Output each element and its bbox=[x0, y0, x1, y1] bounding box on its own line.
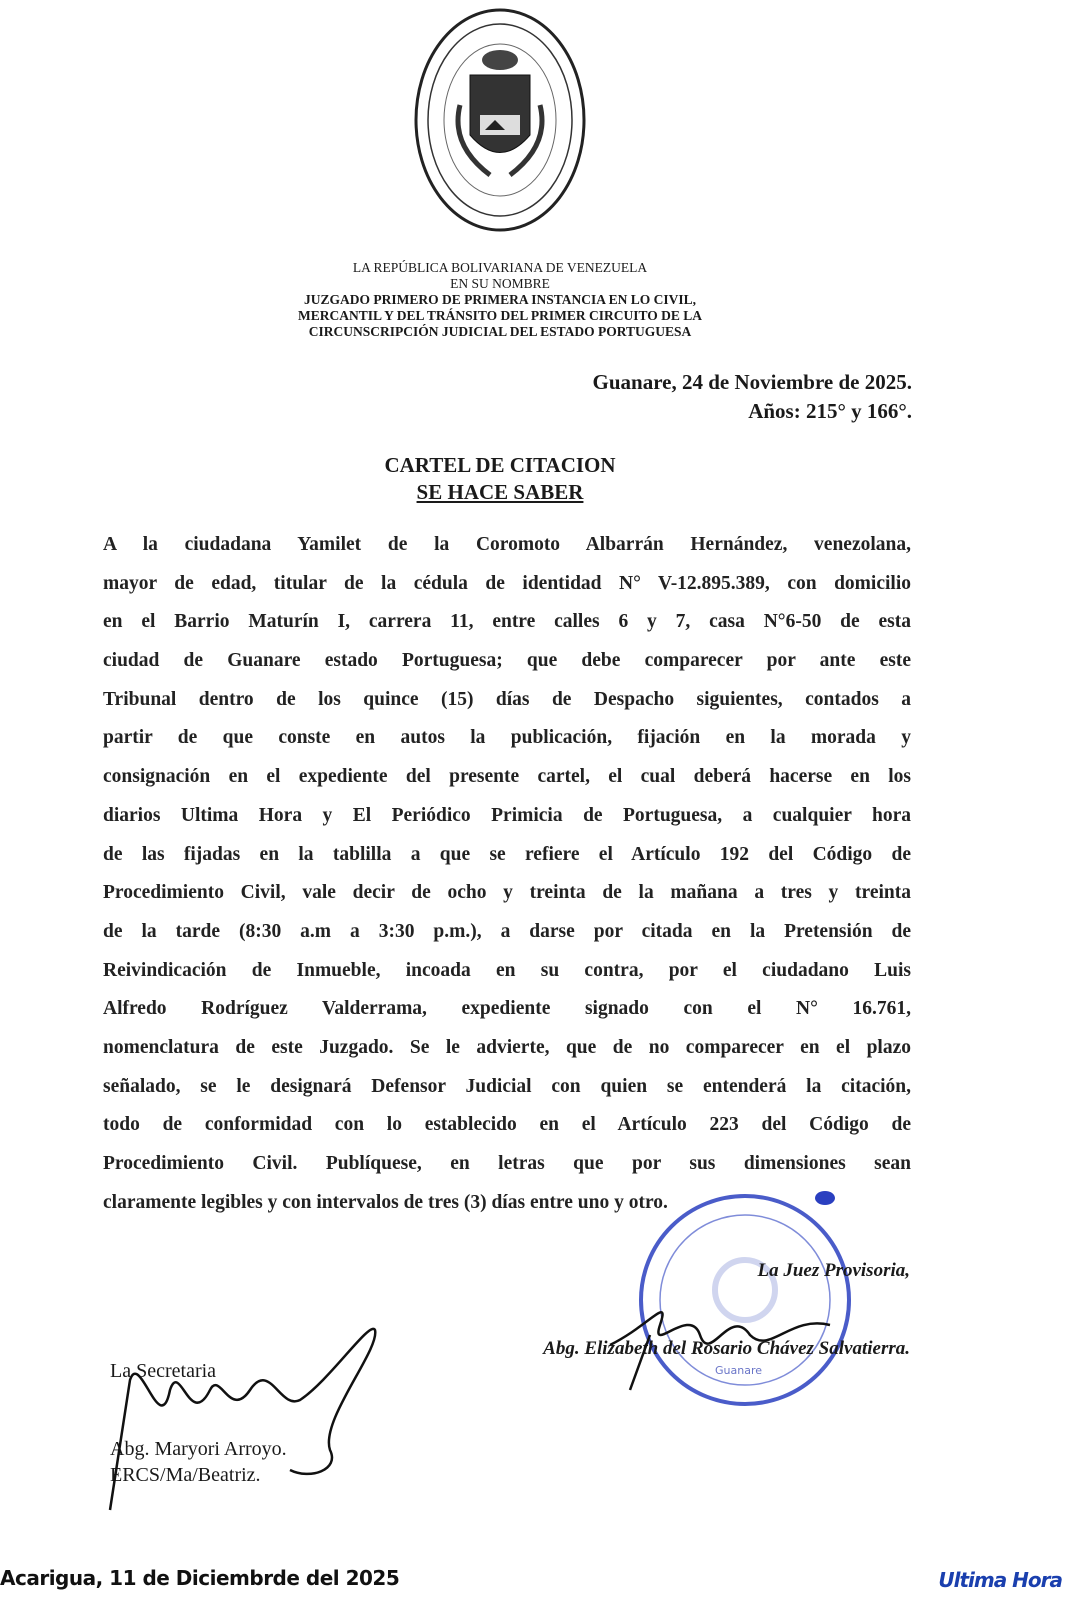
header-court-3: CIRCUNSCRIPCIÓN JUDICIAL DEL ESTADO PORTUGUESA bbox=[308, 324, 692, 339]
body-line: diarios Ultima Hora y El Periódico Primicia de Portuguesa, a cualquier hora bbox=[103, 804, 911, 826]
initials: ERCS/Ma/Beatriz. bbox=[110, 1464, 261, 1486]
title-sub: SE HACE SABER bbox=[416, 480, 584, 504]
footer-place-date: Acarigua, 11 de Diciembrde del 2025 bbox=[0, 1566, 400, 1590]
header-en-su-nombre: EN SU NOMBRE bbox=[450, 276, 550, 291]
body-line: señalado, se le designará Defensor Judicial con quien se entenderá la citación, bbox=[103, 1075, 911, 1097]
header-court-1: JUZGADO PRIMERO DE PRIMERA INSTANCIA EN LO CIVIL, bbox=[303, 292, 697, 307]
header-republic: LA REPÚBLICA BOLIVARIANA DE VENEZUELA bbox=[352, 260, 648, 275]
letterhead bbox=[250, 260, 750, 340]
body-line: en el Barrio Maturín I, carrera 11, entre calles 6 y 7, casa N°6-50 de esta bbox=[103, 611, 911, 633]
body-line: Reivindicación de Inmueble, incoada en su contra, por el ciudadano Luis bbox=[103, 959, 911, 981]
body-line: de las fijadas en la tablilla a que se refiere el Artículo 192 del Código de bbox=[103, 843, 911, 865]
body-line: mayor de edad, titular de la cédula de identidad N° V-12.895.389, con domicilio bbox=[103, 572, 911, 594]
body-line: Procedimiento Civil, vale decir de ocho y treinta de la mañana a tres y treinta bbox=[103, 882, 911, 904]
place-date: Guanare, 24 de Noviembre de 2025. bbox=[592, 370, 912, 394]
ultima-hora-logo: Ultima Hora bbox=[938, 1568, 1062, 1592]
body-line: ciudad de Guanare estado Portuguesa; que debe comparecer por ante este bbox=[103, 650, 911, 672]
document-title bbox=[0, 452, 1000, 506]
body-line: partir de que conste en autos la publicación, fijación en la morada y bbox=[103, 727, 911, 749]
judge-name: Abg. Elizabeth del Rosario Chávez Salvatierra. bbox=[543, 1338, 910, 1359]
body-line: A la ciudadana Yamilet de la Coromoto Albarrán Hernández, venezolana, bbox=[103, 534, 911, 555]
years: Años: 215° y 166°. bbox=[748, 399, 912, 423]
tribunal-seal bbox=[410, 5, 590, 235]
secretary-name: Abg. Maryori Arroyo. bbox=[110, 1438, 287, 1460]
body-line: consignación en el expediente del presente cartel, el cual deberá hacerse en los bbox=[103, 766, 911, 788]
judge-signature bbox=[590, 1285, 850, 1395]
header-court-2: MERCANTIL Y DEL TRÁNSITO DEL PRIMER CIRCUITO DE LA bbox=[297, 308, 703, 323]
secretary-signature bbox=[100, 1320, 390, 1520]
title-main: CARTEL DE CITACION bbox=[384, 453, 616, 477]
secretary-title: La Secretaria bbox=[110, 1360, 217, 1382]
body-line: Alfredo Rodríguez Valderrama, expediente signado con el N° 16.761, bbox=[103, 998, 911, 1020]
body-line: de la tarde (8:30 a.m a 3:30 p.m.), a darse por citada en la Pretensión de bbox=[103, 920, 911, 942]
body-line: todo de conformidad con lo establecido en el Artículo 223 del Código de bbox=[103, 1114, 911, 1136]
body-line: Procedimiento Civil. Publíquese, en letras que por sus dimensiones sean bbox=[103, 1153, 911, 1174]
stamp-text: Guanare bbox=[715, 1364, 762, 1377]
dateline bbox=[593, 368, 912, 426]
body-line: nomenclatura de este Juzgado. Se le advierte, que de no comparecer en el plazo bbox=[103, 1036, 911, 1058]
citation-body bbox=[103, 530, 911, 1226]
body-line: Tribunal dentro de los quince (15) días de Despacho siguientes, contados a bbox=[103, 688, 911, 710]
body-line: claramente legibles y con intervalos de tres (3) días entre uno y otro. bbox=[103, 1191, 668, 1213]
judge-title: La Juez Provisoria, bbox=[757, 1260, 910, 1281]
